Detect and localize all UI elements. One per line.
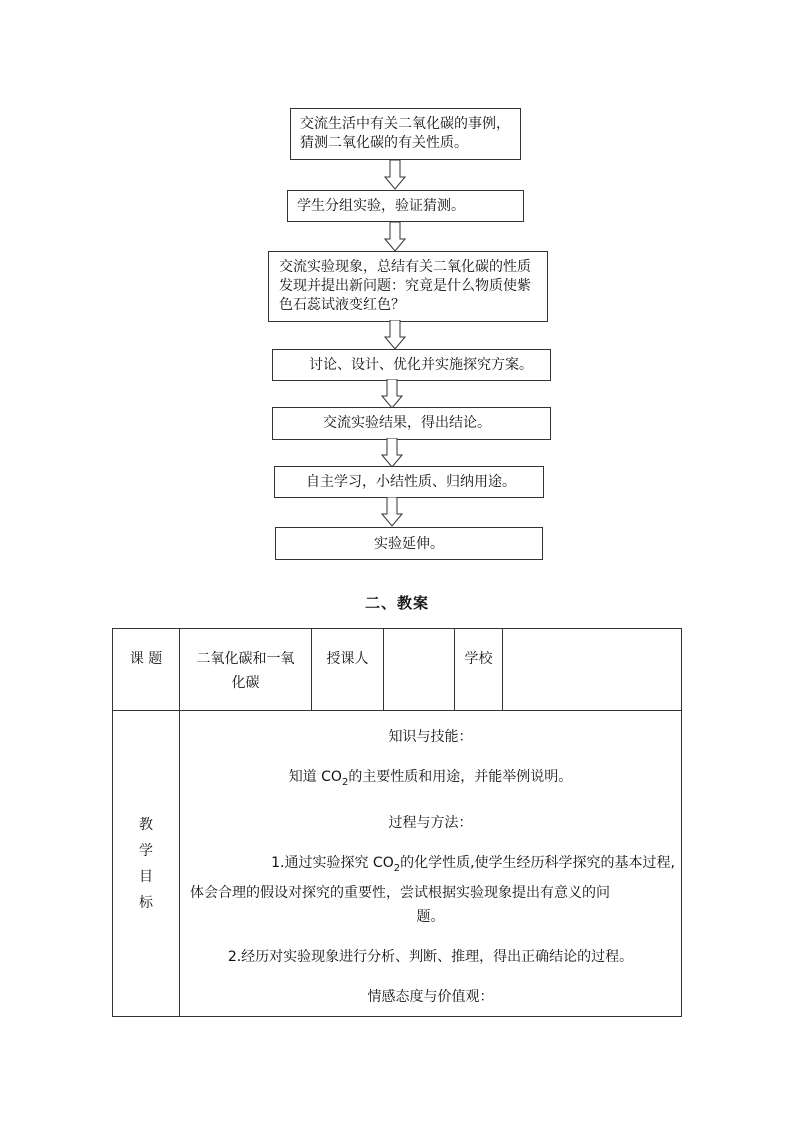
attitude-heading: 情感态度与价值观： [367, 988, 494, 1005]
down-arrow-icon [384, 160, 406, 190]
knowledge-heading: 知识与技能： [388, 729, 473, 745]
flow-step-text: 交流实验现象，总结有关二氧化碳的性质 [279, 259, 531, 275]
table-row-header [113, 629, 682, 711]
flow-step-5 [272, 407, 551, 440]
process-item-2: 2.经历对实验现象进行分析、判断、推理，得出正确结论的过程。 [227, 948, 634, 965]
goals-label-char: 目 [139, 868, 153, 885]
flow-step-7 [275, 527, 543, 560]
flow-step-text: 交流实验结果，得出结论。 [323, 415, 491, 431]
down-arrow-icon [384, 320, 406, 350]
flow-step-text: 实验延伸。 [374, 536, 444, 552]
topic-value-line: 化碳 [231, 675, 260, 691]
process-item-1-line-3: 题。 [416, 908, 445, 925]
section-title: 二、教案 [364, 594, 429, 612]
down-arrow-icon [384, 222, 406, 252]
goals-label-char: 教 [139, 816, 153, 833]
co2-subscript: 2 [393, 862, 401, 874]
flow-step-text: 自主学习，小结性质、归纳用途。 [306, 474, 516, 490]
process-item-1-line-1 [184, 851, 677, 881]
process-heading: 过程与方法： [388, 814, 473, 831]
school-label: 学校 [455, 629, 503, 711]
goals-label [113, 711, 180, 1017]
table-row-goals [113, 711, 682, 1017]
school-value [503, 629, 682, 711]
flow-step-text: 讨论、设计、优化并实施探究方案。 [309, 357, 533, 373]
process-1-prefix: 1.通过实验探究 CO [271, 854, 394, 871]
knowledge-text [184, 765, 677, 795]
co2-subscript: 2 [341, 776, 349, 788]
flow-step-1 [290, 108, 521, 160]
topic-label: 课 题 [113, 629, 180, 711]
teacher-label: 授课人 [312, 629, 384, 711]
teacher-value [384, 629, 455, 711]
knowledge-suffix: 的主要性质和用途，并能举例说明。 [348, 769, 573, 785]
goals-label-char: 学 [139, 842, 153, 859]
flow-step-4 [272, 349, 551, 381]
flow-step-text: 猜测二氧化碳的有关性质。 [300, 135, 468, 151]
topic-value-line: 二氧化碳和一氧 [196, 651, 295, 667]
goals-content [180, 711, 682, 1017]
flow-step-3 [268, 251, 548, 322]
down-arrow-icon [381, 379, 403, 409]
flow-step-text: 学生分组实验，验证猜测。 [297, 198, 465, 214]
goals-label-char: 标 [139, 894, 153, 911]
process-item-1-line-2: 体会合理的假设对探究的重要性，尝试根据实验现象提出有意义的问 [190, 884, 610, 901]
down-arrow-icon [381, 438, 403, 468]
down-arrow-icon [381, 497, 403, 527]
flow-step-text: 色石蕊试液变红色？ [279, 297, 405, 313]
flow-step-text: 发现并提出新问题：究竟是什么物质使紫 [279, 278, 531, 294]
lesson-plan-table [112, 628, 682, 1017]
process-1-suffix: 的化学性质,使学生经历科学探究的基本过程, [400, 854, 675, 871]
knowledge-prefix: 知道 CO [288, 769, 342, 785]
flow-step-2 [287, 190, 524, 222]
flow-step-6 [274, 466, 544, 498]
topic-value [180, 629, 312, 711]
flow-step-text: 交流生活中有关二氧化碳的事例， [300, 116, 510, 132]
